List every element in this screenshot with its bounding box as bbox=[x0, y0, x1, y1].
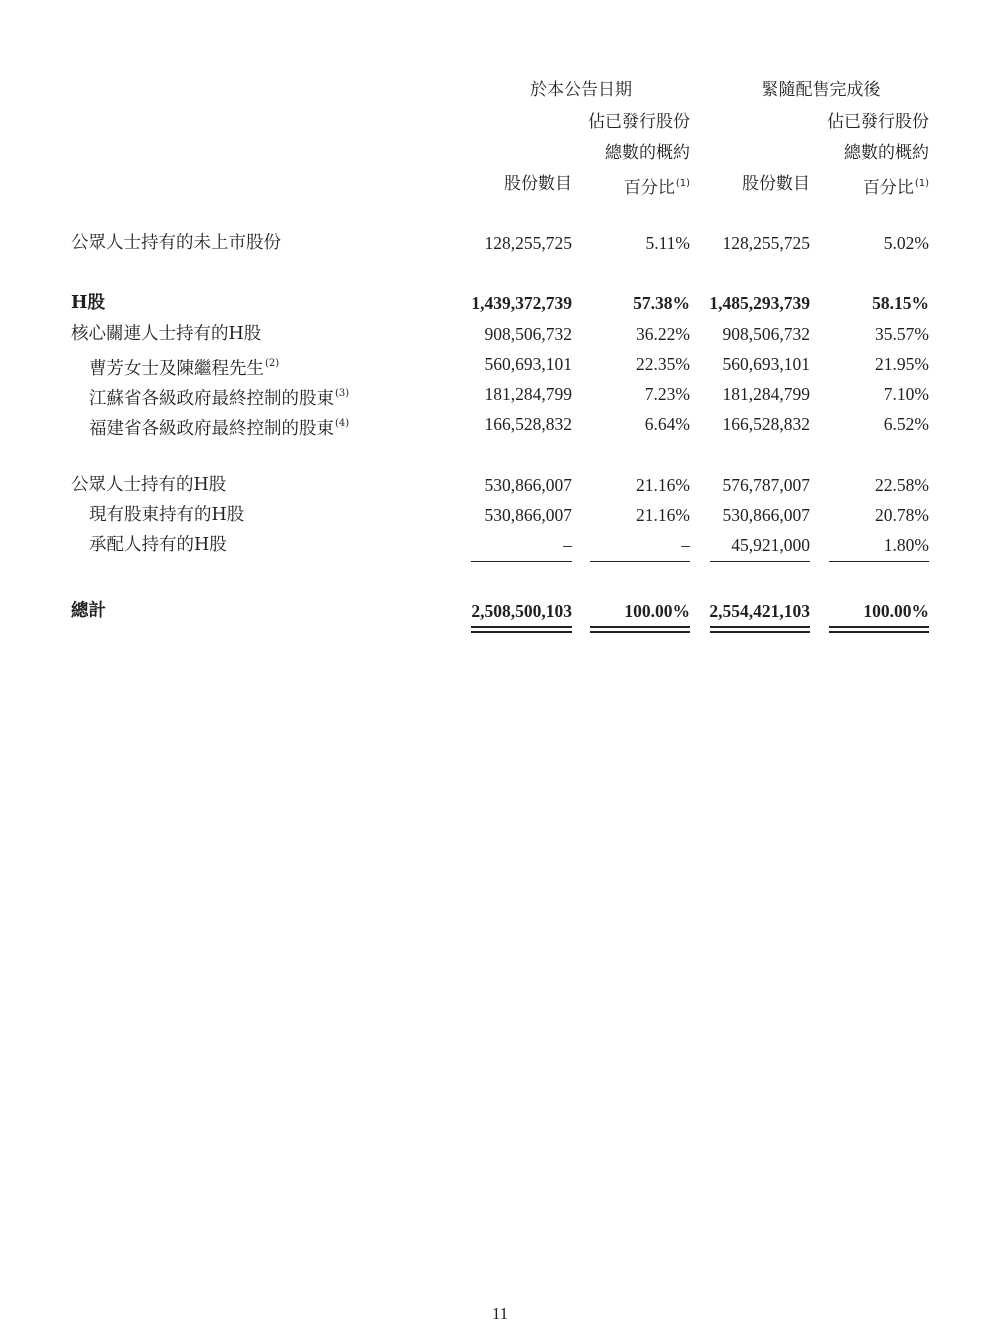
row-label: 公眾人士持有的H股 bbox=[71, 475, 227, 495]
shares-after: 181,284,799 bbox=[722, 384, 810, 404]
header-pct-line1-b: 佔已發行股份 bbox=[827, 112, 929, 132]
header-pct-line1-a: 佔已發行股份 bbox=[588, 112, 690, 132]
row-label: 總計 bbox=[71, 601, 106, 621]
pct-after: 5.02% bbox=[883, 233, 929, 253]
row-label: 現有股東持有的H股 bbox=[89, 505, 245, 525]
row-label: 承配人持有的H股 bbox=[89, 535, 227, 555]
shares-after: 166,528,832 bbox=[722, 414, 810, 434]
pct-after: 100.00% bbox=[863, 601, 929, 621]
pct-current: – bbox=[681, 535, 690, 555]
pct-current: 21.16% bbox=[636, 505, 690, 525]
pct-after: 22.58% bbox=[875, 475, 929, 495]
pct-current: 36.22% bbox=[636, 324, 690, 344]
shares-current: 181,284,799 bbox=[484, 384, 572, 404]
row-label: 福建省各級政府最終控制的股東$^{(4)}$ bbox=[89, 418, 350, 439]
subtotal-rule bbox=[590, 561, 690, 562]
pct-after: 35.57% bbox=[875, 324, 929, 344]
header-pct-line2-b: 總數的概約 bbox=[844, 143, 929, 163]
total-double-rule bbox=[710, 626, 810, 633]
shares-current: 908,506,732 bbox=[484, 324, 572, 344]
header-shares-a: 股份數目 bbox=[504, 174, 572, 194]
table-row-core-connected bbox=[0, 321, 1000, 347]
page-number: 11 bbox=[491, 1304, 509, 1323]
header-group-after-placing: 緊隨配售完成後 bbox=[761, 80, 881, 100]
table-row-jiangsu bbox=[0, 381, 1000, 407]
shares-current: – bbox=[563, 535, 572, 555]
total-double-rule bbox=[471, 626, 572, 633]
shares-current: 128,255,725 bbox=[484, 233, 572, 253]
table-row-existing-shareholders bbox=[0, 502, 1000, 528]
shares-after: 576,787,007 bbox=[722, 475, 810, 495]
shares-after: 908,506,732 bbox=[722, 324, 810, 344]
table-row-cao-chen bbox=[0, 351, 1000, 377]
pct-after: 7.10% bbox=[883, 384, 929, 404]
pct-current: 7.23% bbox=[644, 384, 690, 404]
header-shares-b: 股份數目 bbox=[742, 174, 810, 194]
pct-current: 6.64% bbox=[644, 414, 690, 434]
pct-current: 21.16% bbox=[636, 475, 690, 495]
shares-current: 166,528,832 bbox=[484, 414, 572, 434]
pct-after: 20.78% bbox=[875, 505, 929, 525]
subtotal-rule bbox=[829, 561, 929, 562]
pct-current: 22.35% bbox=[636, 354, 690, 374]
pct-after: 58.15% bbox=[872, 293, 929, 313]
table-row-placees bbox=[0, 532, 1000, 558]
shares-current: 1,439,372,739 bbox=[471, 293, 572, 313]
total-double-rule bbox=[590, 626, 690, 633]
table-row-fujian bbox=[0, 411, 1000, 437]
header-pct-line2-a: 總數的概約 bbox=[605, 143, 690, 163]
pct-after: 1.80% bbox=[883, 535, 929, 555]
table-row-public-h bbox=[0, 472, 1000, 498]
shares-current: 530,866,007 bbox=[484, 505, 572, 525]
pct-after: 21.95% bbox=[875, 354, 929, 374]
row-label: 江蘇省各級政府最終控制的股東$^{(3)}$ bbox=[89, 388, 350, 409]
shares-after: 45,921,000 bbox=[731, 535, 810, 555]
shares-after: 530,866,007 bbox=[722, 505, 810, 525]
total-double-rule bbox=[829, 626, 929, 633]
header-group-current: 於本公告日期 bbox=[530, 80, 632, 100]
footnote-ref: (2) bbox=[265, 358, 280, 369]
pct-current: 100.00% bbox=[624, 601, 690, 621]
shares-after: 1,485,293,739 bbox=[709, 293, 810, 313]
table-row-h-shares bbox=[0, 290, 1000, 316]
shares-after: 128,255,725 bbox=[722, 233, 810, 253]
subtotal-rule bbox=[710, 561, 810, 562]
shares-current: 560,693,101 bbox=[484, 354, 572, 374]
subtotal-rule bbox=[471, 561, 572, 562]
row-label: 公眾人士持有的未上市股份 bbox=[71, 233, 281, 253]
row-label: 核心關連人士持有的H股 bbox=[71, 324, 262, 344]
shares-after: 2,554,421,103 bbox=[709, 601, 810, 621]
pct-current: 57.38% bbox=[633, 293, 690, 313]
shares-after: 560,693,101 bbox=[722, 354, 810, 374]
table-row-unlisted-public bbox=[0, 230, 1000, 256]
shares-current: 530,866,007 bbox=[484, 475, 572, 495]
table-row-total bbox=[0, 598, 1000, 624]
header-pct-line3-a: 百分比$^{(1)}$ bbox=[623, 178, 690, 198]
footnote-ref: (3) bbox=[335, 388, 350, 399]
header-pct-line3-b: 百分比$^{(1)}$ bbox=[862, 178, 929, 198]
shares-current: 2,508,500,103 bbox=[471, 601, 572, 621]
row-label: 曹芳女士及陳繼程先生$^{(2)}$ bbox=[89, 358, 280, 379]
footnote-ref: (4) bbox=[335, 418, 350, 429]
pct-current: 5.11% bbox=[645, 233, 690, 253]
pct-after: 6.52% bbox=[883, 414, 929, 434]
row-label: H股 bbox=[71, 293, 106, 313]
